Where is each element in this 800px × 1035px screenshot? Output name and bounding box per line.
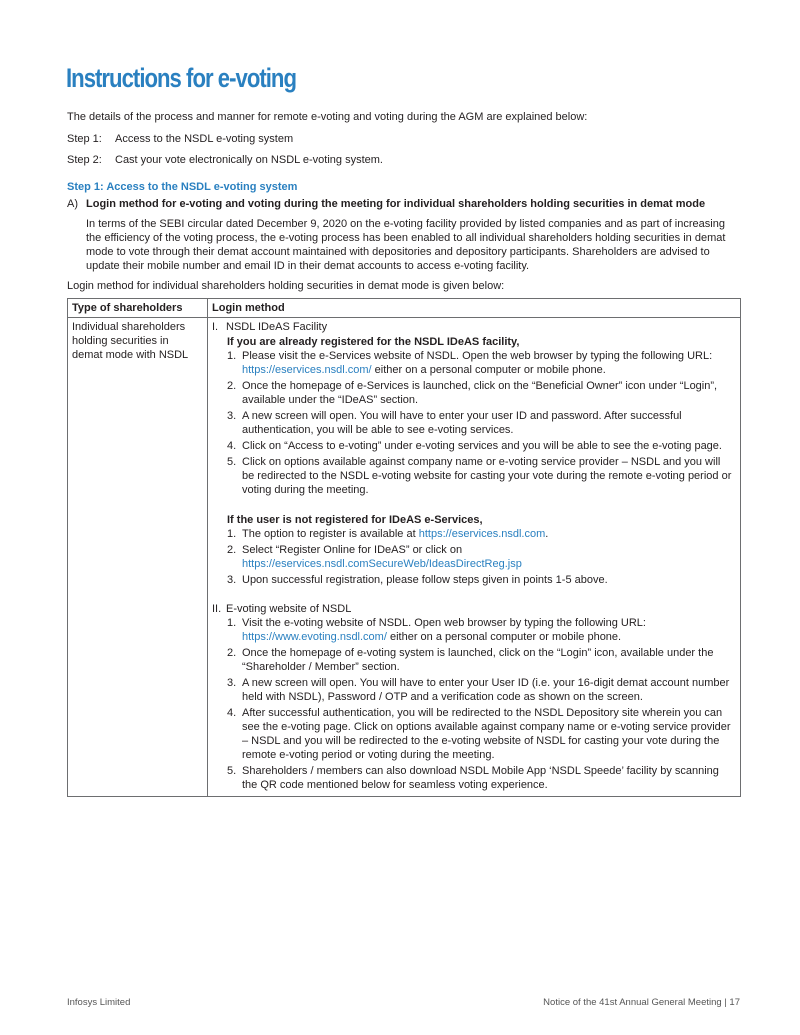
login-method-table	[67, 298, 741, 797]
ideas-direct-reg-link[interactable]: https://eservices.nsdl.comSecureWeb/IdeasDirectReg.jsp	[242, 558, 522, 570]
evoting-link[interactable]: https://www.evoting.nsdl.com/	[242, 631, 387, 643]
item-number: 2.	[227, 647, 237, 659]
item-number: 3.	[227, 410, 237, 422]
list-item	[227, 646, 735, 674]
evoting-steps-list	[212, 616, 735, 792]
footer-company: Infosys Limited	[67, 997, 131, 1008]
list-item	[227, 349, 735, 377]
list-item	[227, 543, 735, 571]
register-link[interactable]: https://eservices.nsdl.com	[418, 528, 546, 540]
step-text: Access to the NSDL e-voting system	[115, 133, 294, 145]
item-text	[242, 527, 548, 541]
item-text	[242, 616, 735, 644]
step-2-line	[67, 153, 741, 167]
item-text	[242, 543, 735, 571]
header-type-of-shareholders: Type of shareholders	[68, 299, 208, 318]
group-1-title	[212, 320, 735, 334]
step-label: Step 1:	[67, 133, 102, 145]
list-item	[227, 379, 735, 407]
item-text-pre: Select “Register Online for IDeAS” or click on	[242, 544, 463, 556]
item-text: Click on options available against company name or e-voting service provider – NSDL and you will be redirected to the NSDL e-voting website for casting your vote during the remote e-voting period or voting during the meeting.	[242, 456, 732, 496]
group-2-title	[212, 602, 735, 616]
sub-heading-text: Login method for e-voting and voting during the meeting for individual shareholders holding securities in demat mode	[86, 198, 706, 210]
sub-heading-marker: A)	[67, 198, 78, 210]
list-item	[227, 455, 735, 497]
page-title: Instructions for e-voting	[66, 63, 297, 93]
item-text-post: either on a personal computer or mobile phone.	[386, 631, 622, 643]
item-number: 5.	[227, 765, 237, 777]
group-title-text: E-voting website of NSDL	[226, 603, 352, 615]
item-text: Once the homepage of e-Services is launched, click on the “Beneficial Owner” icon under “Login”, available under the “IDeAS” section.	[242, 380, 718, 406]
item-text: Click on “Access to e-voting” under e-voting services and you will be able to see the e-voting page.	[242, 440, 722, 452]
item-number: 3.	[227, 574, 237, 586]
item-number: 2.	[227, 380, 237, 392]
list-item	[227, 676, 735, 704]
item-text	[242, 349, 735, 377]
item-number: 2.	[227, 544, 237, 556]
item-text-post: .	[545, 528, 549, 540]
item-text: Upon successful registration, please follow steps given in points 1-5 above.	[242, 574, 608, 586]
list-item	[227, 409, 735, 437]
sub-heading	[67, 197, 741, 211]
item-text: A new screen will open. You will have to enter your user ID and password. After successful authentication, you will be able to see e-voting services.	[242, 410, 682, 436]
list-item	[227, 764, 735, 792]
group-title-text: NSDL IDeAS Facility	[226, 321, 328, 333]
table-caption: Login method for individual shareholders holding securities in demat mode is given below:	[67, 280, 505, 292]
registered-steps-list	[212, 349, 735, 497]
item-text: After successful authentication, you will be redirected to the NSDL Depository site wherein you can see the e-voting page. Click on options available against company name or e-voting service provider – NSDL and you will be redirected to the e-voting website of NSDL for casting your vote during the remote e-voting period or voting during the meeting.	[242, 707, 731, 761]
list-item	[227, 527, 735, 541]
item-text: A new screen will open. You will have to enter your User ID (i.e. your 16-digit demat account number held with NSDL), Password / OTP and a verification code as shown on the screen.	[242, 677, 730, 703]
unregistered-steps-list	[212, 527, 735, 587]
login-method-cell	[208, 318, 741, 797]
table-row	[68, 318, 741, 797]
list-item	[227, 706, 735, 762]
item-text-post: either on a personal computer or mobile phone.	[371, 364, 606, 376]
registered-heading: If you are already registered for the NSDL IDeAS facility,	[227, 336, 520, 348]
item-text-pre: The option to register is available at	[242, 528, 419, 540]
item-number: 4.	[227, 707, 237, 719]
unregistered-heading: If the user is not registered for IDeAS e-Services,	[227, 514, 483, 526]
item-number: 1.	[227, 617, 237, 629]
item-number: 5.	[227, 456, 237, 468]
step-label: Step 2:	[67, 154, 102, 166]
footer-page-info: Notice of the 41st Annual General Meeting | 17	[543, 997, 740, 1008]
roman-numeral: II.	[212, 603, 222, 615]
item-text: Shareholders / members can also download NSDL Mobile App ‘NSDL Speede’ facility by scanning the QR code mentioned below for seamless voting experience.	[242, 765, 719, 791]
row-label: Individual shareholders holding securities in demat mode with NSDL	[68, 318, 208, 797]
item-text-pre: Please visit the e-Services website of NSDL. Open the web browser by typing the following URL:	[242, 350, 713, 362]
sebi-paragraph: In terms of the SEBI circular dated December 9, 2020 on the e-voting facility provided by listed companies and as part of increasing the efficiency of the voting process, the e-voting process has been enabled to all individual shareholders holding securities in demat mode to vote through their demat account maintained with depositories and depository participants. Shareholders are advised to update their mobile number and email ID in their demat accounts to access e-voting facility.	[86, 218, 726, 272]
item-text-pre: Visit the e-voting website of NSDL. Open web browser by typing the following URL:	[242, 617, 646, 629]
list-item	[227, 573, 735, 587]
list-item	[227, 616, 735, 644]
roman-numeral: I.	[212, 321, 219, 333]
item-number: 4.	[227, 440, 237, 452]
item-text: Once the homepage of e-voting system is launched, click on the “Login” icon, available under the “Shareholder / Member” section.	[242, 647, 714, 673]
table-header-row	[68, 299, 741, 318]
header-login-method: Login method	[208, 299, 741, 318]
step-1-line	[67, 132, 741, 146]
eservices-link[interactable]: https://eservices.nsdl.com/	[242, 364, 372, 376]
section-heading: Step 1: Access to the NSDL e-voting system	[67, 181, 298, 193]
list-item	[227, 439, 735, 453]
intro-text: The details of the process and manner for remote e-voting and voting during the AGM are explained below:	[67, 111, 588, 123]
step-text: Cast your vote electronically on NSDL e-voting system.	[115, 154, 383, 166]
item-number: 1.	[227, 350, 237, 362]
item-number: 3.	[227, 677, 237, 689]
main-content	[67, 110, 741, 797]
item-number: 1.	[227, 528, 237, 540]
